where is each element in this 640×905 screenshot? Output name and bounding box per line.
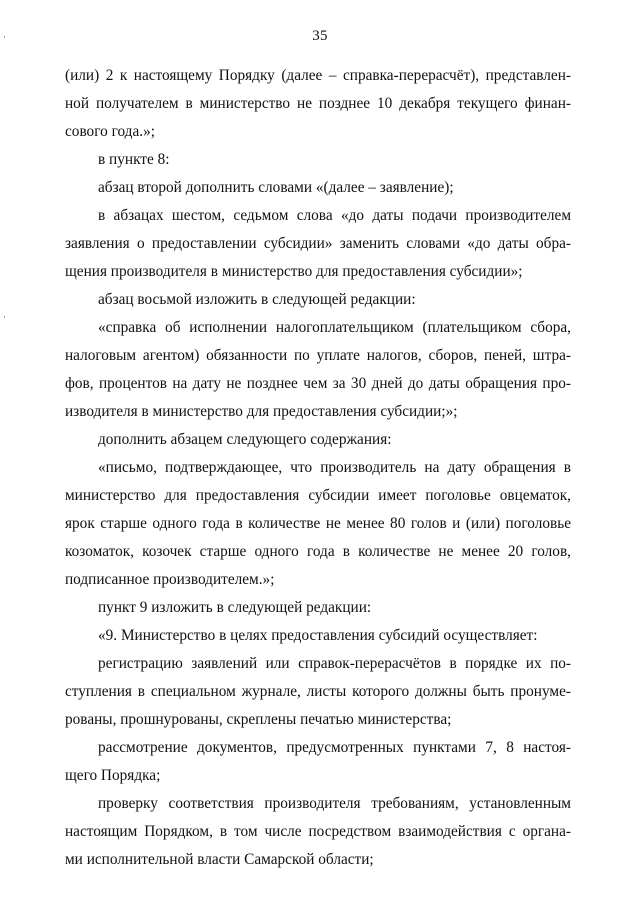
text-line: налоговым агентом) обязанности по уплате налогов, сборов, пеней, штра-	[65, 347, 571, 364]
text-line: дополнить абзацем следующего содержания:	[98, 431, 392, 448]
text-line: сового года.»;	[65, 123, 155, 140]
page-number: 35	[312, 28, 328, 44]
text-line: ной получателем в министерство не позднее 10 декабря текущего финан-	[65, 95, 571, 112]
text-line: в абзацах шестом, седьмом слова «до даты подачи производителем	[98, 207, 571, 224]
text-line: изводителя в министерство для предоставления субсидии;»;	[65, 403, 458, 420]
text-line: козоматок, козочек старше одного года в количестве не менее 20 голов,	[65, 543, 571, 560]
text-line: подписанное производителем.»;	[65, 571, 275, 588]
text-line: проверку соответствия производителя требованиям, установленным	[98, 795, 571, 812]
text-line: ярок старше одного года в количестве не менее 80 голов и (или) поголовье	[65, 515, 571, 532]
text-line: абзац второй дополнить словами «(далее – заявление);	[98, 179, 454, 196]
text-line: абзац восьмой изложить в следующей редакции:	[98, 291, 416, 308]
text-line: министерство для предоставления субсидии имеет поголовье овцематок,	[65, 487, 571, 504]
text-line: рованы, прошнурованы, скреплены печатью министерства;	[65, 711, 452, 728]
text-line: фов, процентов на дату не позднее чем за 30 дней до даты обращения про-	[65, 375, 571, 392]
text-line: пункт 9 изложить в следующей редакции:	[98, 599, 372, 616]
text-line: в пункте 8:	[98, 151, 170, 168]
text-line: ми исполнительной власти Самарской области;	[65, 851, 374, 868]
text-line: регистрацию заявлений или справок-перерасчётов в порядке их по-	[98, 655, 571, 672]
text-line: (или) 2 к настоящему Порядку (далее – справка-перерасчёт), представлен-	[65, 67, 571, 84]
scan-mark	[4, 316, 5, 318]
text-line: ступления в специальном журнале, листы которого должны быть пронуме-	[65, 683, 571, 700]
text-line: рассмотрение документов, предусмотренных пунктами 7, 8 настоя-	[98, 739, 571, 756]
text-line: «справка об исполнении налогоплательщиком (плательщиком сбора,	[98, 319, 571, 336]
text-line: щего Порядка;	[65, 767, 161, 784]
text-line: заявления о предоставлении субсидии» заменить словами «до даты обра-	[65, 235, 571, 252]
text-line: щения производителя в министерство для предоставления субсидии»;	[65, 263, 523, 280]
text-line: настоящим Порядком, в том числе посредством взаимодействия с органа-	[65, 823, 571, 840]
text-line: «письмо, подтверждающее, что производитель на дату обращения в	[98, 459, 571, 476]
text-line: «9. Министерство в целях предоставления субсидий осуществляет:	[98, 627, 538, 644]
